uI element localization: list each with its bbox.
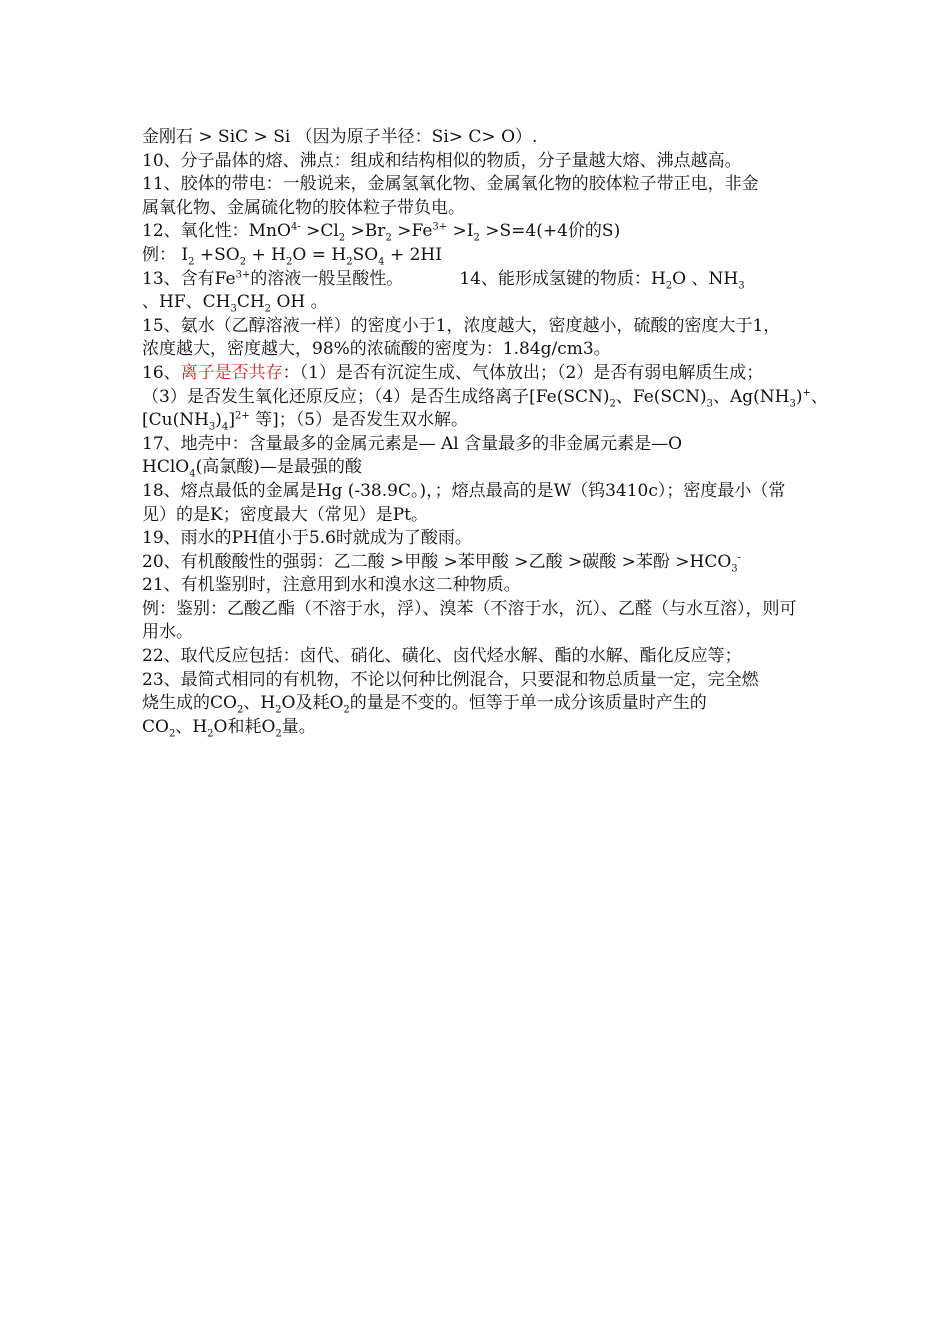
text-line-9: 15、氨水（乙醇溶液一样）的密度小于1，浓度越大，密度越小，硫酸的密度大于1， — [142, 315, 781, 336]
text-line-14: 17、地壳中：含量最多的金属元素是— Al 含量最多的非金属元素是—O — [142, 433, 683, 454]
text-line-7: 13、含有$Fe^{3+}$的溶液一般呈酸性。 14、能形成氢键的物质：$H_2O$ 、$NH_3$ — [142, 268, 745, 291]
text-line-16: 18、熔点最低的金属是Hg (-38.9C。)，；熔点最高的是W（钨3410c）；密度最小（常 — [142, 480, 786, 501]
text-line-10: 浓度越大，密度越大，98%的浓硫酸的密度为：1.84g/cm3。 — [142, 339, 611, 360]
text-line-23: 22、取代反应包括：卤代、硝化、磺化、卤代烃水解、酯的水解、酯化反应等； — [142, 646, 742, 667]
text-line-8: 、HF、$CH_3CH_2$ OH 。 — [142, 292, 328, 315]
text-line-6: 例： $I_2 +SO_2 + H_2O = H_2SO_4 + 2HI$ — [142, 244, 442, 268]
text-line-20: 21、有机鉴别时，注意用到水和溴水这二种物质。 — [142, 575, 521, 596]
text-line-25: 烧生成的$CO_2$、$H_2O$及耗$O_2$的量是不变的。恒等于单一成分该质量时产生的 — [142, 693, 707, 716]
text-line-18: 19、雨水的PH值小于5.6时就成为了酸雨。 — [142, 528, 472, 549]
text-line-19: 20、有机酸酸性的强弱：乙二酸 >甲酸 >苯甲酸 >乙酸 >碳酸 >苯酚 $>HCO_3^-$ — [142, 551, 742, 575]
text-line-1: 金刚石 > SiC > Si （因为原子半径：Si> C> O）. — [142, 127, 538, 147]
text-line-13: $[Cu(NH_3)_4]^{2+}$ 等]；（5）是否发生双水解。 — [142, 410, 469, 433]
text-line-26: $CO_2$、$H_2O$和耗$O_2$量。 — [142, 716, 316, 740]
text-line-3: 11、胶体的带电：一般说来，金属氢氧化物、金属氧化物的胶体粒子带正电，非金 — [142, 174, 759, 195]
text-line-5: 12、氧化性：$MnO^{4-} >Cl_2 >Br_2 >Fe^{3+} >I_2 >S=4(+4$价的S) — [142, 221, 621, 244]
text-line-12: （3）是否发生氧化还原反应；（4）是否生成络离子[$Fe(SCN)_2$、$Fe(SCN)_3$、$Ag(NH_3)^+$、 — [142, 386, 828, 409]
text-line-24: 23、最简式相同的有机物，不论以何种比例混合，只要混和物总质量一定，完全燃 — [142, 669, 759, 690]
text-line-2: 10、分子晶体的熔、沸点：组成和结构相似的物质，分子量越大熔、沸点越高。 — [142, 150, 742, 171]
text-line-15: HClO$_4$(高氯酸)—是最强的酸 — [142, 457, 362, 480]
text-line-17: 见）的是K；密度最大（常见）是Pt。 — [142, 504, 428, 525]
text-line-21: 例：鉴别：乙酸乙酯（不溶于水，浮）、溴苯（不溶于水，沉）、乙醛（与水互溶），则可 — [142, 598, 797, 619]
text-line-11: 16、离子是否共存：（1）是否有沉淀生成、气体放出；（2）是否有弱电解质生成； — [142, 362, 764, 383]
text-line-22: 用水。 — [142, 622, 193, 643]
text-line-4: 属氧化物、金属硫化物的胶体粒子带负电。 — [142, 197, 465, 218]
document-page — [142, 126, 828, 740]
highlight-text: 离子是否共存 — [180, 362, 283, 383]
